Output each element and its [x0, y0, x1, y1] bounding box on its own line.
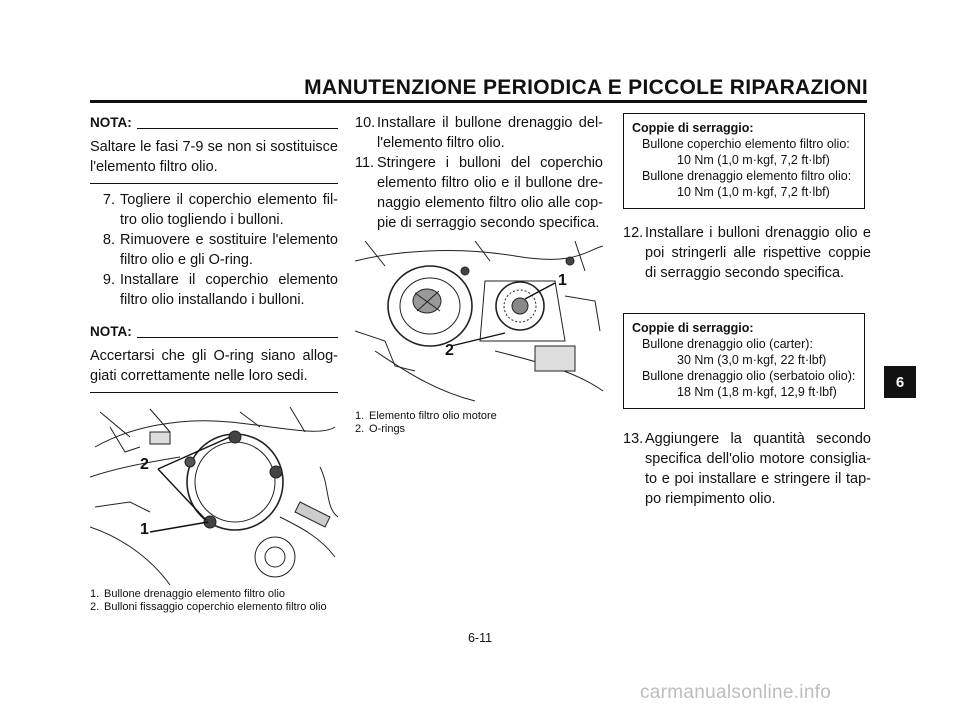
- nota-end-rule: [90, 392, 338, 393]
- step-item: 11. Stringere i bulloni del coperchio elemento filtro olio e il bullone dre-naggio elemento filtro olio alle cop-pie di serraggio secondo specifica.: [355, 155, 603, 231]
- step-item: 7. Togliere il coperchio elemento fil-tro olio togliendo i bulloni.: [102, 192, 338, 228]
- caption-item: 1. Bullone drenaggio elemento filtro olio: [90, 588, 286, 600]
- caption-item: 2. Bulloni fissaggio coperchio elemento filtro olio: [90, 601, 327, 613]
- nota-label: NOTA:: [90, 324, 132, 339]
- engine-illustration: [90, 407, 338, 585]
- torque-spec-box: Coppie di serraggio: Bullone drenaggio olio (carter): 30 Nm (3,0 m·kgf, 22 ft·lbf) Bullone drenaggio olio (serbatoio olio): 18 Nm (1,8 m·kgf, 12,9 ft·lbf): [623, 313, 865, 409]
- column-middle: [355, 113, 603, 436]
- watermark: carmanualsonline.info: [640, 682, 832, 703]
- page-number: 6-11: [467, 631, 493, 645]
- figure-caption: [90, 588, 338, 614]
- figure-callout-1: 1: [140, 521, 149, 538]
- nota-label: NOTA:: [90, 115, 132, 130]
- figure-callout-2: 2: [140, 456, 149, 473]
- step-item: 8. Rimuovere e sostituire l'elemento filtro olio e gli O-ring.: [102, 232, 338, 268]
- caption-item: 2. O-rings: [355, 423, 406, 435]
- nota-end-rule: [90, 183, 338, 184]
- engine-figure-oil-filter: [355, 241, 603, 404]
- nota-heading: [90, 322, 338, 342]
- caption-item: 1. Elemento filtro olio motore: [355, 410, 497, 422]
- nota-text: Saltare le fasi 7-9 se non si sostituisce l'elemento filtro olio.: [90, 139, 338, 175]
- step-item: 10. Installare il bullone drenaggio del-l'elemento filtro olio.: [355, 115, 603, 151]
- nota-rule: [137, 337, 338, 338]
- header-rule: [90, 100, 867, 103]
- step-item: 12. Installare i bulloni drenaggio olio e poi stringerli alle rispettive coppie di serraggio secondo specifica.: [623, 225, 871, 281]
- nota-heading: [90, 113, 338, 133]
- step-item: 9. Installare il coperchio elemento filtro olio installando i bulloni.: [102, 272, 338, 308]
- chapter-tab: 6: [884, 366, 916, 398]
- torque-spec-box: Coppie di serraggio: Bullone coperchio elemento filtro olio: 10 Nm (1,0 m·kgf, 7,2 ft·lbf) Bullone drenaggio elemento filtro olio: 10 Nm (1,0 m·kgf, 7,2 ft·lbf): [623, 113, 865, 209]
- nota-text: Accertarsi che gli O-ring siano allog-giati correttamente nelle loro sedi.: [90, 348, 338, 384]
- nota-rule: [137, 128, 338, 129]
- figure-callout-1: 1: [558, 272, 567, 289]
- column-left: [90, 113, 338, 614]
- column-right: [623, 113, 871, 509]
- step-item: 13. Aggiungere la quantità secondo specifica dell'olio motore consiglia-to e poi installare e stringere il tap-po riempimento olio.: [623, 431, 871, 507]
- torque-title: Coppie di serraggio:: [632, 121, 754, 135]
- page-title: MANUTENZIONE PERIODICA E PICCOLE RIPARAZIONI: [304, 76, 868, 99]
- engine-illustration: [355, 241, 603, 404]
- engine-figure-oil-filter-cover: [90, 407, 338, 585]
- figure-callout-2: 2: [445, 342, 454, 359]
- figure-caption: [355, 410, 603, 436]
- torque-title: Coppie di serraggio:: [632, 321, 754, 335]
